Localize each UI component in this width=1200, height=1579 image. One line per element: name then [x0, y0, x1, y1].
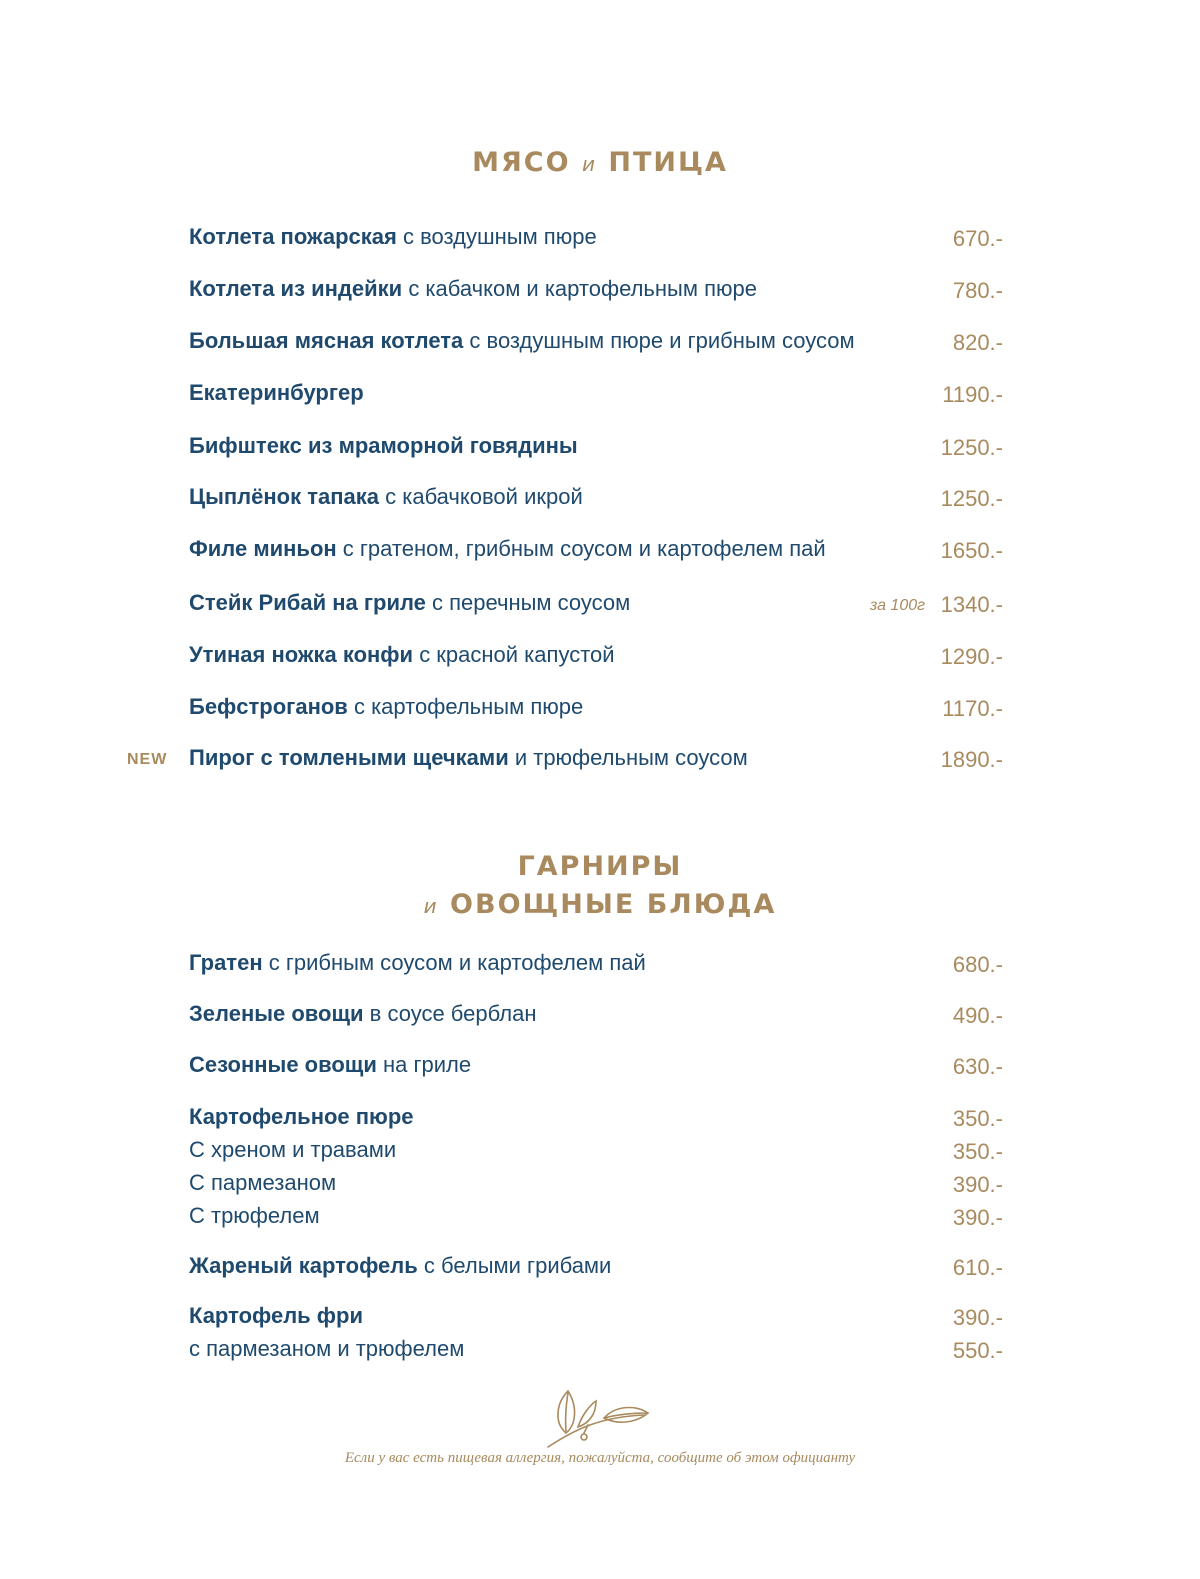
menu-item: [189, 588, 1003, 620]
menu-item: [189, 743, 1003, 775]
menu-item: [189, 222, 1003, 254]
item-price: 670.-: [952, 226, 1003, 251]
item-name-wrap: [189, 1168, 336, 1198]
title-line: ГАРНИРЫ: [517, 851, 683, 882]
item-name-wrap: [189, 1050, 471, 1080]
item-price: 390.-: [952, 1305, 1003, 1330]
item-price: 1250.-: [940, 486, 1003, 511]
item-name-wrap: [189, 1301, 363, 1331]
menu-item: [189, 999, 1003, 1031]
item-name-wrap: [189, 482, 583, 512]
item-name-wrap: [189, 743, 748, 773]
item-name: Бефстроганов: [189, 694, 348, 719]
item-name-wrap: [189, 378, 364, 408]
item-desc: С пармезаном: [189, 1170, 337, 1195]
menu-item: [189, 640, 1003, 672]
title-line-2: [0, 886, 1200, 925]
item-desc: с красной капустой: [413, 642, 615, 667]
menu-item: [189, 1050, 1003, 1082]
item-price: 550.-: [952, 1338, 1003, 1363]
item-price: 610.-: [952, 1255, 1003, 1280]
menu-item: [189, 274, 1003, 306]
menu-sub-item: [189, 1135, 1003, 1167]
item-name: Утиная ножка конфи: [189, 642, 414, 667]
item-price: 350.-: [952, 1106, 1003, 1131]
item-name: Жареный картофель: [189, 1253, 418, 1278]
item-name-wrap: [189, 1201, 320, 1231]
item-name-wrap: [189, 948, 646, 978]
item-name-wrap: [189, 431, 578, 461]
item-desc: с грибным соусом и картофелем пай: [262, 950, 646, 975]
item-price: 350.-: [952, 1139, 1003, 1164]
menu-item: [189, 326, 1003, 358]
menu-item: [189, 482, 1003, 514]
item-name-wrap: [189, 1135, 396, 1165]
menu-item: [189, 431, 1003, 463]
item-name: Картофель фри: [189, 1303, 364, 1328]
menu-item: [189, 1251, 1003, 1283]
item-price: 1290.-: [940, 644, 1003, 669]
item-price: 820.-: [952, 330, 1003, 355]
menu-item: [189, 378, 1003, 410]
item-desc: и трюфельным соусом: [508, 745, 748, 770]
item-price: 1650.-: [940, 538, 1003, 563]
item-desc: с воздушным пюре и грибным соусом: [463, 328, 855, 353]
item-name: Зеленые овощи: [189, 1001, 364, 1026]
item-price: 1170.-: [942, 696, 1003, 721]
new-badge: NEW: [127, 751, 168, 768]
item-price: 390.-: [952, 1172, 1003, 1197]
item-desc: С трюфелем: [189, 1203, 320, 1228]
item-desc: С хреном и травами: [189, 1137, 397, 1162]
item-price: 490.-: [952, 1003, 1003, 1028]
item-desc: с перечным соусом: [425, 590, 631, 615]
menu-sub-item: [189, 1168, 1003, 1200]
item-name: Котлета пожарская: [189, 224, 397, 249]
menu-sub-item: [189, 1201, 1003, 1233]
item-price: 1250.-: [940, 435, 1003, 460]
item-name-wrap: [189, 222, 597, 252]
item-price: 780.-: [952, 278, 1003, 303]
item-desc: с белыми грибами: [417, 1253, 612, 1278]
item-desc: с картофельным пюре: [347, 694, 584, 719]
price-note: за 100г: [869, 597, 925, 614]
title-word: ОВОЩНЫЕ БЛЮДА: [450, 889, 777, 920]
item-name: Котлета из индейки: [189, 276, 403, 301]
leaf-icon: [544, 1385, 654, 1450]
title-conj: и: [581, 152, 597, 176]
item-name-wrap: [189, 1102, 414, 1132]
item-desc: с гратеном, грибным соусом и картофелем пай: [336, 536, 826, 561]
title-conj: и: [423, 894, 439, 918]
item-name: Филе миньон: [189, 536, 337, 561]
item-name: Цыплёнок тапака: [189, 484, 379, 509]
item-desc: с пармезаном и трюфелем: [189, 1336, 465, 1361]
menu-item: [189, 692, 1003, 724]
title-word: МЯСО: [472, 147, 571, 178]
item-name: Стейк Рибай на гриле: [189, 590, 426, 615]
item-name: Сезонные овощи: [189, 1052, 377, 1077]
item-name: Бифштекс из мраморной говядины: [189, 433, 578, 458]
item-name: Пирог с томлеными щечками: [189, 745, 509, 770]
item-name: Картофельное пюре: [189, 1104, 414, 1129]
item-name-wrap: [189, 999, 536, 1029]
item-price: 1190.-: [942, 382, 1003, 407]
sides-section-title: [0, 848, 1200, 925]
menu-sub-item: [189, 1334, 1003, 1366]
item-name-wrap: [189, 692, 583, 722]
allergy-note: Если у вас есть пищевая аллергия, пожалуйста, сообщите об этом официанту: [344, 1450, 856, 1466]
item-name: Екатеринбургер: [189, 380, 364, 405]
item-price: 630.-: [952, 1054, 1003, 1079]
item-price: 390.-: [952, 1205, 1003, 1230]
item-desc: с воздушным пюре: [396, 224, 597, 249]
item-name-wrap: [189, 640, 615, 670]
item-price: 1340.-: [940, 592, 1003, 617]
item-desc: в соусе берблан: [363, 1001, 537, 1026]
menu-item: [189, 948, 1003, 980]
menu-item: [189, 1301, 1003, 1333]
item-price: 1890.-: [940, 747, 1003, 772]
item-name: Гратен: [189, 950, 263, 975]
item-name-wrap: [189, 326, 855, 356]
item-name-wrap: [189, 588, 630, 618]
item-name-wrap: [189, 534, 826, 564]
item-price: 680.-: [952, 952, 1003, 977]
menu-item: [189, 534, 1003, 566]
item-desc: с кабачком и картофельным пюре: [402, 276, 757, 301]
meat-section-title: [0, 144, 1200, 183]
title-word: ПТИЦА: [608, 147, 728, 178]
item-name-wrap: [189, 1251, 611, 1281]
item-desc: с кабачковой икрой: [379, 484, 583, 509]
item-desc: на гриле: [376, 1052, 472, 1077]
item-name-wrap: [189, 274, 757, 304]
item-name-wrap: [189, 1334, 464, 1364]
menu-item: [189, 1102, 1003, 1134]
item-name: Большая мясная котлета: [189, 328, 464, 353]
